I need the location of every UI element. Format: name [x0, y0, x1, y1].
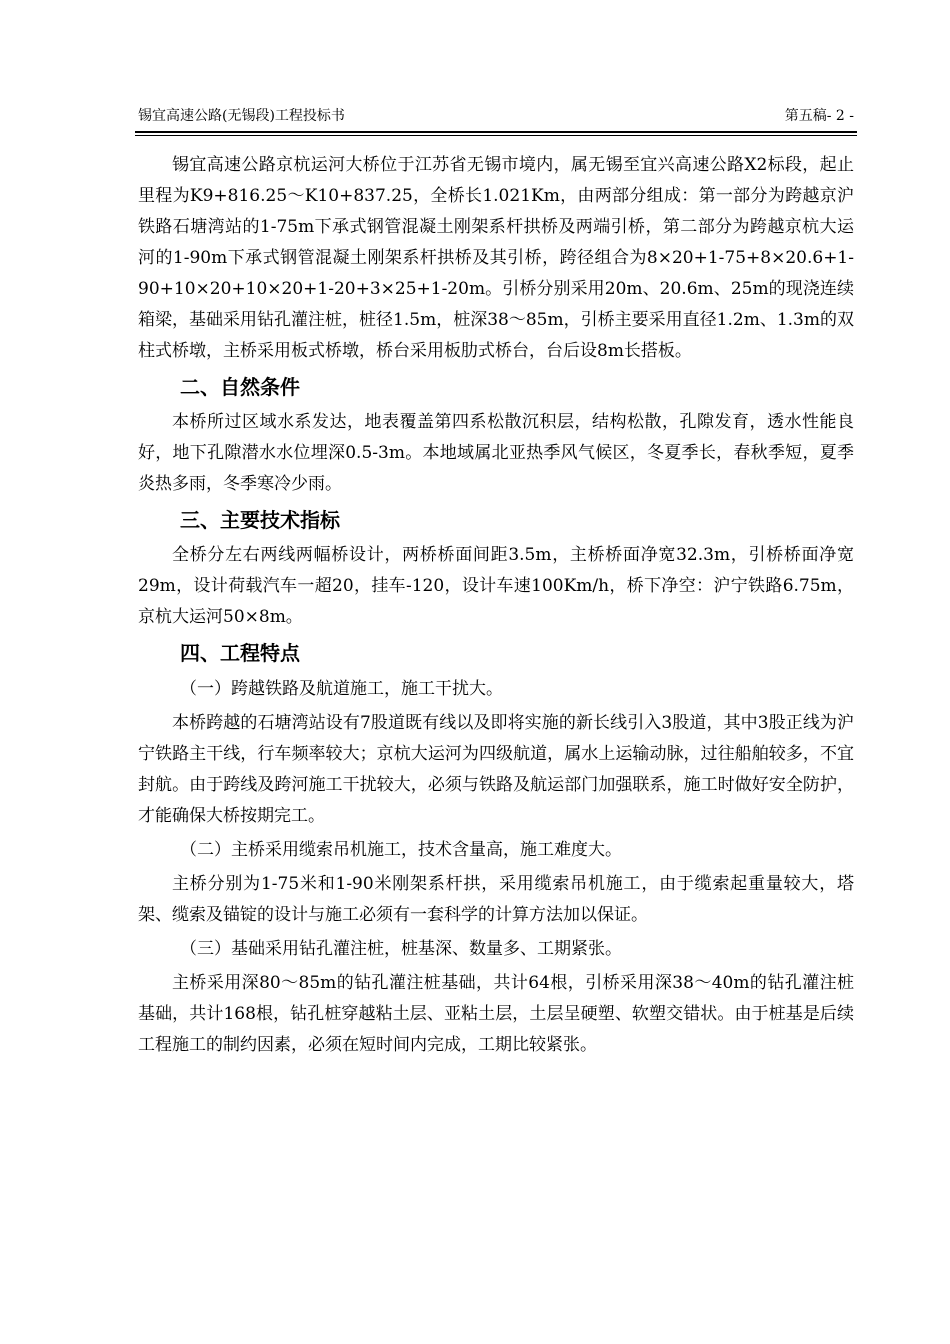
subheading-cable-crane: （二）主桥采用缆索吊机施工，技术含量高，施工难度大。 [180, 840, 622, 860]
section-heading-project-features: 四、工程特点 [180, 641, 300, 665]
subheading-crossing-railway: （一）跨越铁路及航道施工，施工干扰大。 [180, 679, 503, 699]
page-header [138, 104, 854, 128]
header-document-title: 锡宜高速公路(无锡段)工程投标书 [138, 108, 345, 124]
header-page-number: 第五稿- 2 - [784, 108, 854, 124]
paragraph-cable-crane: 主桥分别为1-75米和1-90米刚架系杆拱，采用缆索吊机施工，由于缆索起重量较大，塔架、缆索及锚锭的设计与施工必须有一套科学的计算方法加以保证。 [138, 874, 854, 925]
paragraph-crossing-railway: 本桥跨越的石塘湾站设有7股道既有线以及即将实施的新长线引入3股道，其中3股正线为沪宁铁路主干线，行车频率较大；京杭大运河为四级航道，属水上运输动脉，过往船舶较多，不宜封航。由于跨线及跨河施工干扰较大，必须与铁路及航运部门加强联系，施工时做好安全防护，才能确保大桥按期完工。 [138, 713, 854, 826]
paragraph-technical-indicators: 全桥分左右两线两幅桥设计，两桥桥面间距3.5m，主桥桥面净宽32.3m，引桥桥面净宽29m，设计荷载汽车一超20，挂车-120，设计车速100Km/h，桥下净空：沪宁铁路6.75m，京杭大运河50×8m。 [138, 545, 854, 627]
document-body [138, 150, 854, 1061]
header-rule-thick [135, 131, 857, 133]
subheading-bored-piles: （三）基础采用钻孔灌注桩，桩基深、数量多、工期紧张。 [180, 939, 622, 959]
paragraph-natural-conditions: 本桥所过区域水系发达，地表覆盖第四系松散沉积层，结构松散，孔隙发育，透水性能良好，地下孔隙潜水水位埋深0.5-3m。本地域属北亚热季风气候区，冬夏季长，春秋季短，夏季炎热多雨，冬季寒冷少雨。 [138, 412, 854, 494]
paragraph-bridge-overview: 锡宜高速公路京杭运河大桥位于江苏省无锡市境内，属无锡至宜兴高速公路X2标段，起止里程为K9+816.25～K10+837.25，全桥长1.021Km，由两部分组成：第一部分为跨越京沪铁路石塘湾站的1-75m下承式钢管混凝土刚架系杆拱桥及两端引桥，第二部分为跨越京杭大运河的1-90m下承式钢管混凝土刚架系杆拱桥及其引桥，跨径组合为8×20+1-75+8×20.6+1-90+10×20+10×20+1-20+3×25+1-20m。引桥分别采用20m、20.6m、25m的现浇连续箱梁，基础采用钻孔灌注桩，桩径1.5m，桩深38～85m，引桥主要采用直径1.2m、1.3m的双柱式桥墩，主桥采用板式桥墩，桥台采用板肋式桥台，台后设8m长搭板。 [138, 155, 854, 361]
paragraph-bored-piles: 主桥采用深80～85m的钻孔灌注桩基础，共计64根，引桥采用深38～40m的钻孔灌注桩基础，共计168根，钻孔桩穿越粘土层、亚粘土层，土层呈硬塑、软塑交错状。由于桩基是后续工程施工的制约因素，必须在短时间内完成，工期比较紧张。 [138, 973, 854, 1055]
section-heading-natural-conditions: 二、自然条件 [180, 375, 300, 399]
header-rule-thin [135, 135, 857, 136]
section-heading-technical-indicators: 三、主要技术指标 [180, 508, 340, 532]
